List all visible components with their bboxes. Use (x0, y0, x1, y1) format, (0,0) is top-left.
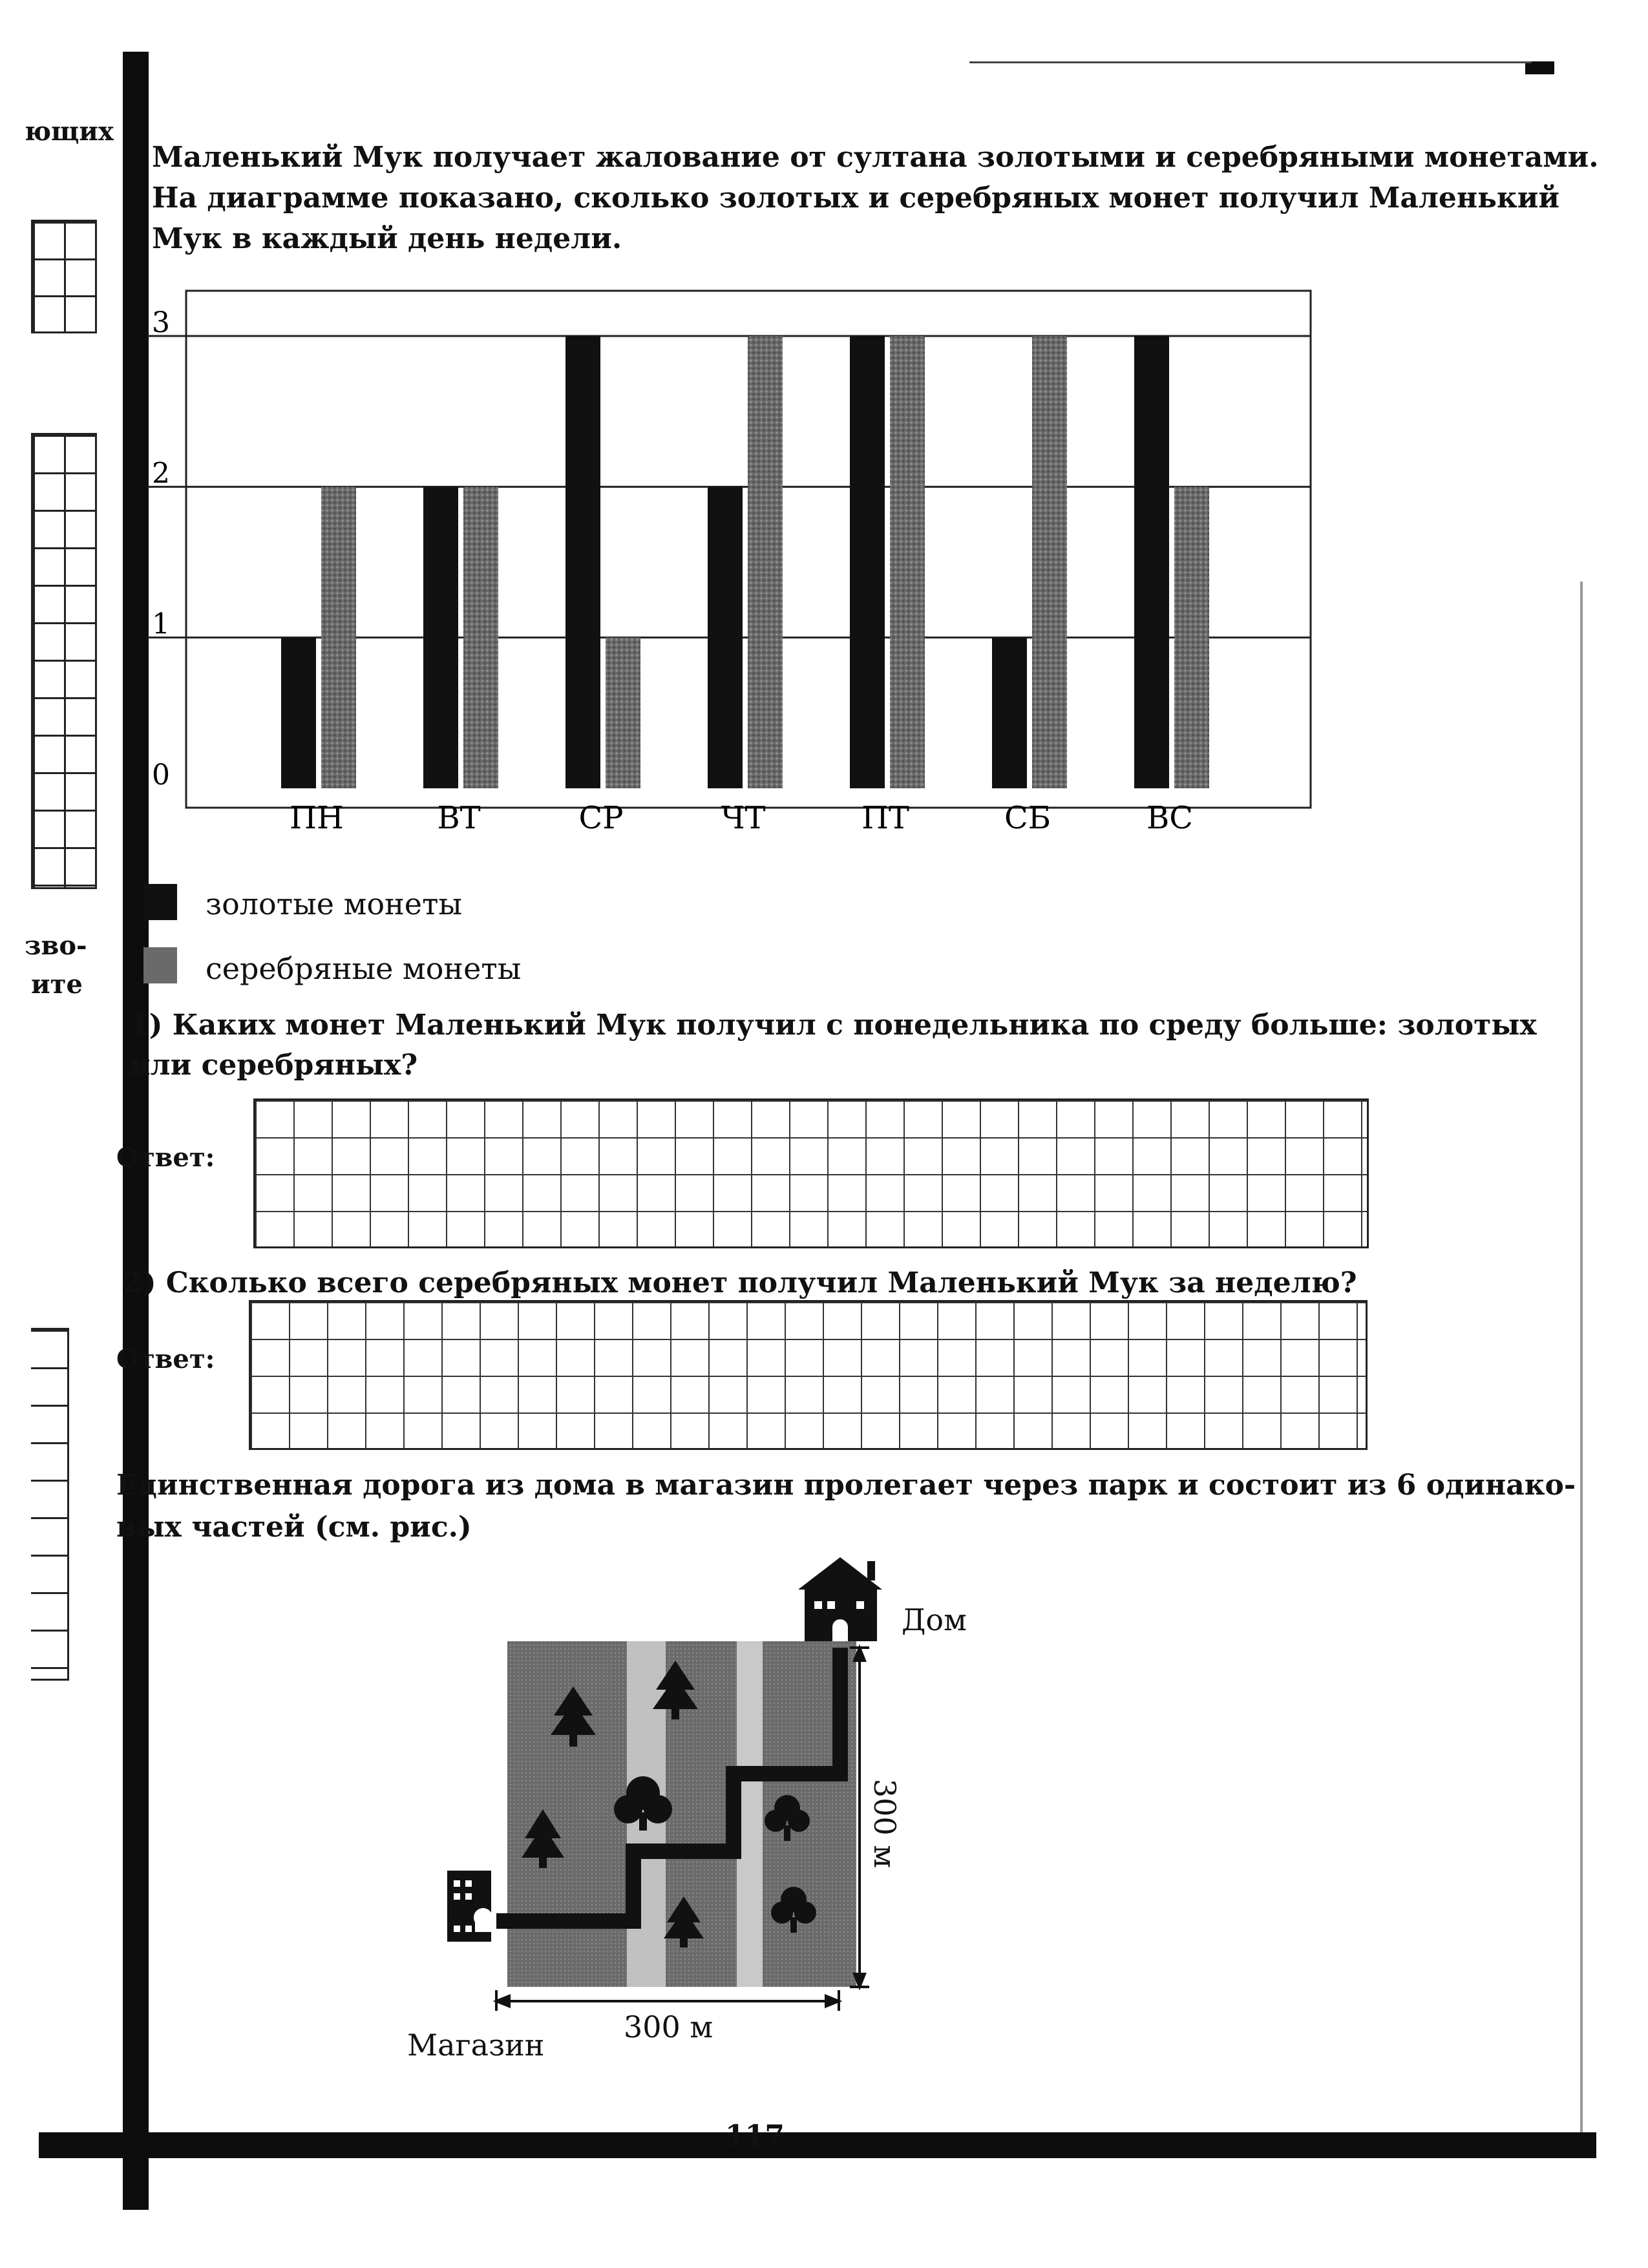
scan-bottom-shadow (39, 2132, 1596, 2158)
question-1-line-1: 1) Каких монет Маленький Мук получил с понедельника по среду больше: золотых (129, 1009, 1537, 1042)
shop-icon (447, 1871, 491, 1942)
silver-bar-СБ (1032, 336, 1067, 788)
x-tick-label: ПН (290, 800, 344, 836)
margin-grid-3 (31, 1328, 69, 1681)
page-number: 117 (725, 2119, 785, 2152)
x-tick-label: ВТ (437, 800, 481, 836)
scan-right-edge (1580, 582, 1583, 2132)
problem-intro-line-1: Маленький Мук получает жалование от султана золотыми и серебряными монетами. (152, 141, 1599, 174)
coins-bar-chart (129, 271, 1331, 879)
answer-1-label: Ответ: (116, 1142, 215, 1173)
house-icon (798, 1557, 882, 1641)
gold-bar-СР (565, 336, 600, 788)
gold-bar-ПН (281, 638, 316, 788)
gold-bar-ВС (1134, 336, 1169, 788)
margin-grid-2 (31, 433, 97, 889)
width-dimension-line (496, 1990, 839, 2011)
margin-grid-1 (31, 220, 97, 333)
legend-silver-swatch (143, 947, 177, 983)
scan-top-line (969, 61, 1532, 63)
y-tick-label: 1 (152, 607, 170, 641)
gold-bar-ВТ (423, 487, 458, 788)
gold-bar-ЧТ (708, 487, 743, 788)
gold-bar-ПТ (850, 336, 885, 788)
silver-bar-ЧТ (748, 336, 783, 788)
x-tick-label: СР (578, 800, 624, 836)
problem-2-line-1: Единственная дорога из дома в магазин пролегает через парк и состоит из 6 одинако- (116, 1469, 1576, 1502)
x-tick-label: ЧТ (721, 800, 766, 836)
legend-gold-swatch (143, 884, 177, 920)
problem-2-line-2: вых частей (см. рис.) (116, 1511, 472, 1544)
problem-intro-line-2: На диаграмме показано, сколько золотых и серебряных монет получил Маленький (152, 182, 1560, 215)
y-tick-label: 0 (152, 759, 170, 792)
silver-bar-ВТ (463, 487, 498, 788)
y-tick-label: 3 (152, 306, 170, 339)
margin-fragment-2: зво- (25, 930, 87, 961)
silver-bar-ПТ (890, 336, 925, 788)
problem-intro-line-3: Мук в каждый день недели. (152, 222, 622, 255)
house-label: Дом (902, 1602, 967, 1637)
margin-fragment-top: ющих (25, 116, 114, 147)
y-tick-label: 2 (152, 457, 170, 490)
margin-fragment-3: ите (31, 969, 83, 1000)
x-tick-label: ВС (1146, 800, 1193, 836)
silver-bar-СР (606, 638, 640, 788)
silver-bar-ВС (1174, 487, 1209, 788)
scan-top-mark (1525, 61, 1554, 74)
x-tick-label: ПТ (861, 800, 909, 836)
question-2-text: 2) Сколько всего серебряных монет получил Маленький Мук за неделю? (123, 1266, 1357, 1299)
legend-gold-label: золотые монеты (206, 887, 463, 921)
shop-label: Магазин (407, 2028, 545, 2063)
gold-bar-СБ (992, 638, 1027, 788)
answer-2-grid[interactable] (249, 1300, 1368, 1450)
silver-bar-ПН (321, 487, 356, 788)
width-dimension-label: 300 м (624, 2010, 713, 2044)
answer-2-label: Ответ: (116, 1344, 215, 1374)
x-tick-label: СБ (1004, 800, 1051, 836)
answer-1-grid[interactable] (253, 1098, 1369, 1248)
legend-silver-label: серебряные монеты (206, 951, 522, 986)
height-dimension-label: 300 м (867, 1778, 903, 1869)
question-1-line-2: или серебряных? (129, 1049, 418, 1082)
